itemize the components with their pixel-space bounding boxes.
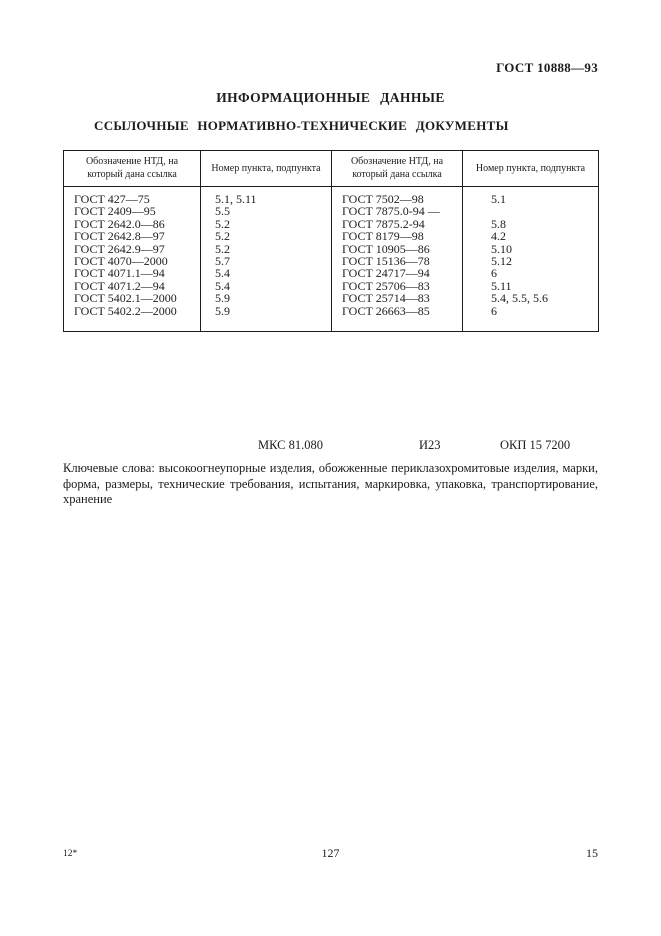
footer-sheet-number: 15: [586, 846, 598, 860]
ntd-cell: ГОСТ 7502—98: [332, 187, 463, 206]
table-row: [64, 267, 599, 279]
col-header-ntd-right: Обозначение НТД, на который дана ссылка: [332, 151, 463, 187]
ntd-cell: ГОСТ 2642.0—86: [64, 218, 201, 230]
num-cell: 5.12: [463, 255, 599, 267]
num-cell: 5.8: [463, 218, 599, 230]
ntd-cell: ГОСТ 25706—83: [332, 280, 463, 292]
ntd-cell: ГОСТ 2409—95: [64, 205, 201, 217]
num-cell: 5.11: [463, 280, 599, 292]
table-row: [64, 187, 599, 206]
num-cell: 5.4: [201, 280, 332, 292]
ntd-cell: ГОСТ 15136—78: [332, 255, 463, 267]
ntd-cell: ГОСТ 10905—86: [332, 243, 463, 255]
table-header-row: [64, 151, 599, 187]
table-row: [64, 243, 599, 255]
num-cell: [463, 205, 599, 217]
ntd-cell: ГОСТ 24717—94: [332, 267, 463, 279]
col-header-num-left: Номер пункта, подпункта: [201, 151, 332, 187]
table-row: [64, 280, 599, 292]
ntd-cell: ГОСТ 5402.2—2000: [64, 305, 201, 332]
ntd-cell: ГОСТ 2642.9—97: [64, 243, 201, 255]
table-row: [64, 218, 599, 230]
table-row: [64, 230, 599, 242]
table-row: [64, 292, 599, 304]
num-cell: 6: [463, 305, 599, 332]
mks-code: МКС 81.080: [258, 438, 323, 452]
num-cell: 6: [463, 267, 599, 279]
footer-page-number: 127: [321, 846, 340, 860]
ntd-cell: ГОСТ 2642.8—97: [64, 230, 201, 242]
num-cell: 5.2: [201, 230, 332, 242]
num-cell: 5.1: [463, 187, 599, 206]
keywords-paragraph: Ключевые слова: высокоогнеупорные изделия, обожженные периклазохромитовые изделия, марки, форма, размеры, технические требования, испытания, маркировка, упаковка, транспортирование, хранение: [63, 461, 598, 507]
ntd-cell: ГОСТ 26663—85: [332, 305, 463, 332]
col-header-ntd-left: Обозначение НТД, на который дана ссылка: [64, 151, 201, 187]
num-cell: 5.10: [463, 243, 599, 255]
classification-codes: [63, 438, 598, 454]
change-code: И23: [419, 438, 441, 452]
ntd-cell: ГОСТ 8179—98: [332, 230, 463, 242]
num-cell: 5.2: [201, 243, 332, 255]
table-row: [64, 205, 599, 217]
references-table: [63, 150, 599, 332]
num-cell: 5.1, 5.11: [201, 187, 332, 206]
ntd-cell: ГОСТ 4071.1—94: [64, 267, 201, 279]
ntd-cell: ГОСТ 427—75: [64, 187, 201, 206]
footer-signature-mark: 12*: [63, 849, 78, 859]
ntd-cell: ГОСТ 25714—83: [332, 292, 463, 304]
okp-code: ОКП 15 7200: [500, 438, 571, 452]
num-cell: 5.5: [201, 205, 332, 217]
ntd-cell: ГОСТ 7875.2-94: [332, 218, 463, 230]
ntd-cell: ГОСТ 4070—2000: [64, 255, 201, 267]
table-row: [64, 255, 599, 267]
num-cell: 5.9: [201, 305, 332, 332]
num-cell: 5.9: [201, 292, 332, 304]
num-cell: 5.7: [201, 255, 332, 267]
table-row: [64, 305, 599, 332]
doc-reference: ГОСТ 10888—93: [496, 60, 598, 75]
ntd-cell: ГОСТ 4071.2—94: [64, 280, 201, 292]
num-cell: 5.4, 5.5, 5.6: [463, 292, 599, 304]
ntd-cell: ГОСТ 5402.1—2000: [64, 292, 201, 304]
section-heading: ССЫЛОЧНЫЕ НОРМАТИВНО-ТЕХНИЧЕСКИЕ ДОКУМЕНТЫ: [94, 118, 509, 133]
num-cell: 4.2: [463, 230, 599, 242]
ntd-cell: ГОСТ 7875.0-94 —: [332, 205, 463, 217]
page-title: ИНФОРМАЦИОННЫЕ ДАННЫЕ: [216, 90, 445, 105]
num-cell: 5.4: [201, 267, 332, 279]
col-header-num-right: Номер пункта, подпункта: [463, 151, 599, 187]
num-cell: 5.2: [201, 218, 332, 230]
